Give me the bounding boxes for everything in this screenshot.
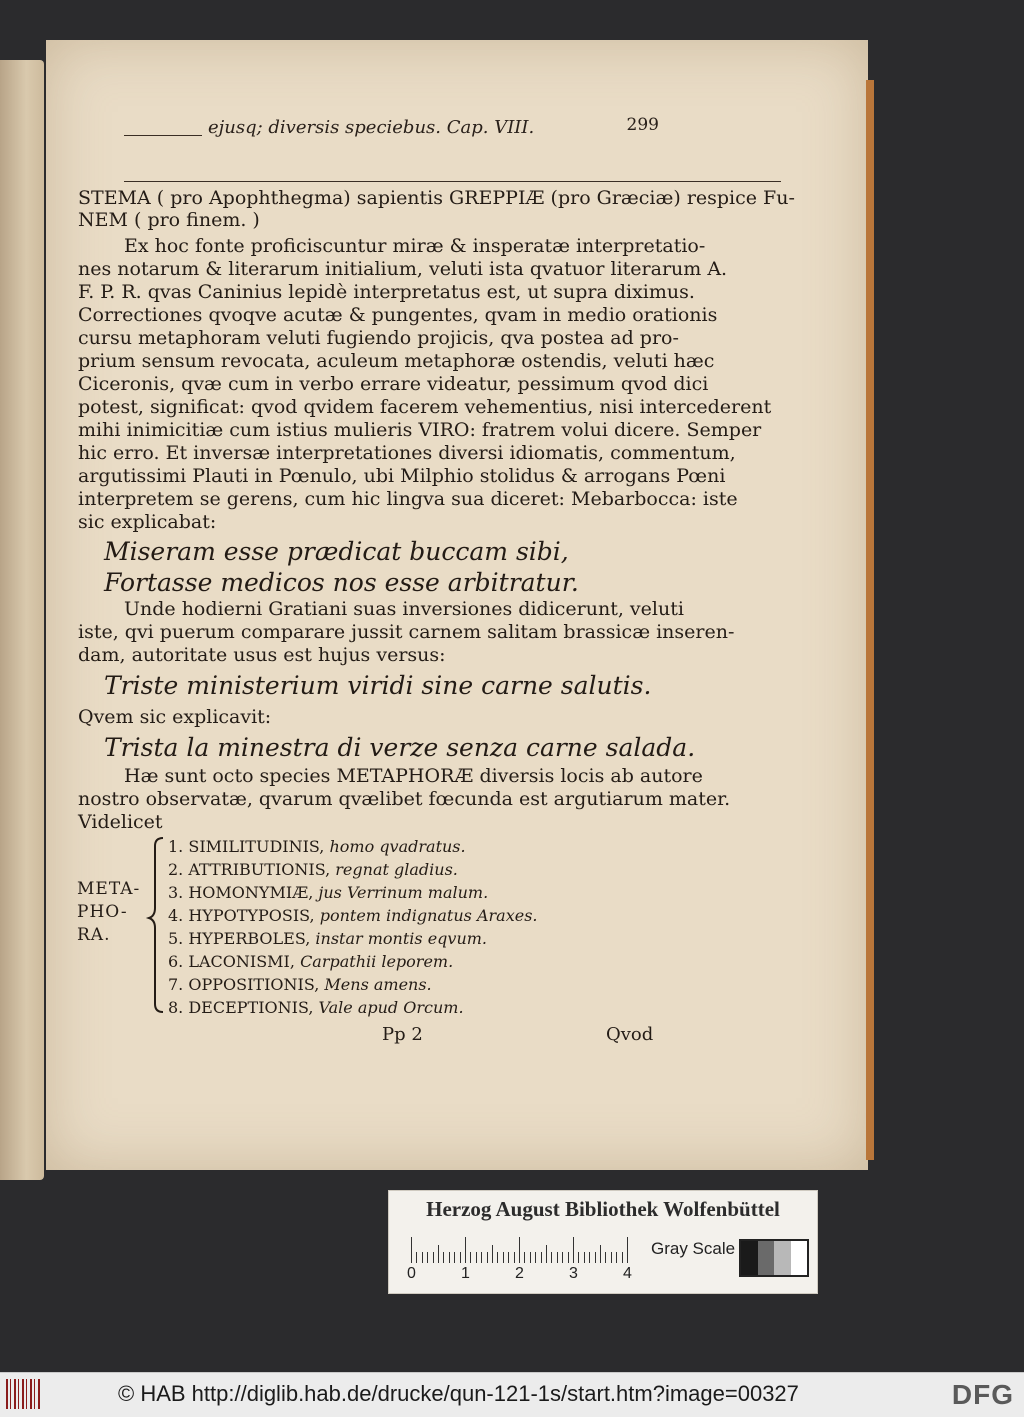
species-example: regnat gladius. [335, 860, 458, 879]
text-line: Hæ sunt octo species METAPHORÆ diversis locis ab autore [124, 765, 703, 787]
verse-line: Miseram esse prædicat buccam sibi, [104, 537, 569, 566]
species-name: 3. HOMONYMIÆ, [168, 883, 314, 902]
signature-mark: Pp 2 [382, 1024, 423, 1045]
running-head-title: ejusq; diversis speciebus. Cap. VIII. [208, 117, 535, 138]
logo-bar [34, 1379, 35, 1409]
dfg-logo: DFG [951, 1379, 1014, 1410]
text-line: Ciceronis, qvæ cum in verbo errare videatur, pessimum qvod dici [78, 373, 709, 395]
species-item [168, 952, 453, 971]
ruler-tick [416, 1252, 417, 1263]
ruler-tick [535, 1252, 536, 1263]
ruler-tick [530, 1252, 531, 1263]
text-line: Ex hoc fonte proficiscuntur miræ & insperatæ interpretatio- [124, 235, 706, 257]
previous-page-edge [0, 60, 44, 1180]
text-line: STEMA ( pro Apophthegma) sapientis GREPPIÆ (pro Græciæ) respice Fu- [78, 187, 795, 209]
species-name: 5. HYPERBOLES, [168, 929, 311, 948]
library-scale-label [388, 1190, 818, 1294]
ruler-tick [422, 1252, 423, 1263]
ruler-number: 4 [623, 1265, 632, 1282]
page-number: 299 [626, 115, 659, 135]
brace-icon [145, 836, 167, 1016]
text-line: cursu metaphoram veluti fugiendo projicis, qva postea ad pro- [78, 327, 679, 349]
species-name: 4. HYPOTYPOSIS, [168, 906, 315, 925]
viewer-footer [0, 1372, 1024, 1417]
ruler-number: 2 [515, 1265, 524, 1282]
species-item [168, 998, 464, 1017]
species-example: jus Verrinum malum. [318, 883, 489, 902]
species-name: 7. OPPOSITIONIS, [168, 975, 320, 994]
gray-swatch [741, 1241, 758, 1275]
species-example: pontem indignatus Araxes. [319, 906, 538, 925]
metaphora-label: RA. [77, 925, 111, 945]
ruler-tick [503, 1252, 504, 1263]
logo-bar [14, 1379, 16, 1409]
metaphora-label: META- [77, 879, 141, 899]
ruler-tick [438, 1245, 439, 1263]
ruler-tick [611, 1252, 612, 1263]
species-example: Vale apud Orcum. [318, 998, 464, 1017]
text-line: Qvem sic explicavit: [78, 706, 272, 728]
logo-bar [10, 1379, 11, 1409]
logo-bar [6, 1379, 8, 1409]
text-line: Unde hodierni Gratiani suas inversiones didicerunt, veluti [124, 598, 684, 620]
text-line: dam, autoritate usus est hujus versus: [78, 644, 446, 666]
gray-swatch [791, 1241, 808, 1275]
text-line: prium sensum revocata, aculeum metaphoræ ostendis, veluti hæc [78, 350, 715, 372]
text-line: mihi inimicitiæ cum istius mulieris VIRO: fratrem volui dicere. Semper [78, 419, 762, 441]
text-line: NEM ( pro finem. ) [78, 209, 260, 231]
ruler-scale [411, 1237, 639, 1263]
logo-bar [26, 1379, 27, 1409]
ruler-tick [578, 1252, 579, 1263]
catchword: Qvod [606, 1024, 654, 1045]
ruler-tick [562, 1252, 563, 1263]
text-line: nes notarum & literarum initialium, veluti ista qvatuor literarum A. [78, 258, 728, 280]
ruler-tick [427, 1252, 428, 1263]
verse-line: Triste ministerium viridi sine carne salutis. [104, 671, 652, 700]
ruler-tick [584, 1252, 585, 1263]
ruler-tick [508, 1252, 509, 1263]
gray-scale-swatch [739, 1239, 809, 1277]
species-example: homo qvadratus. [329, 837, 466, 856]
running-head-rule [124, 181, 781, 182]
ruler-tick [465, 1237, 466, 1263]
text-line: Correctiones qvoqve acutæ & pungentes, qvam in medio orationis [78, 304, 718, 326]
text-line: sic explicabat: [78, 511, 217, 533]
ruler-tick [449, 1252, 450, 1263]
ruler-tick [551, 1252, 552, 1263]
gray-swatch [774, 1241, 791, 1275]
verse-line: Fortasse medicos nos esse arbitratur. [104, 568, 579, 597]
metaphora-label: PHO- [77, 902, 128, 922]
hab-logo-icon [6, 1379, 44, 1409]
ruler-tick [627, 1237, 628, 1263]
ruler-tick [605, 1252, 606, 1263]
species-name: 8. DECEPTIONIS, [168, 998, 314, 1017]
ruler-tick [497, 1252, 498, 1263]
library-name: Herzog August Bibliothek Wolfenbüttel [426, 1197, 780, 1221]
logo-bar [18, 1379, 19, 1409]
ruler-tick [514, 1252, 515, 1263]
page-fore-edge [866, 80, 874, 1160]
ruler-tick [460, 1252, 461, 1263]
species-item [168, 906, 537, 925]
ruler-tick [541, 1252, 542, 1263]
gray-scale-label: Gray Scale [651, 1239, 736, 1258]
species-item [168, 929, 487, 948]
ruler-tick [481, 1252, 482, 1263]
ruler-tick [443, 1252, 444, 1263]
species-name: 6. LACONISMI, [168, 952, 295, 971]
logo-bar [30, 1379, 32, 1409]
ruler-tick [433, 1252, 434, 1263]
text-line: argutissimi Plauti in Pœnulo, ubi Milphio stolidus & arrogans Pœni [78, 465, 726, 487]
text-line: Videlicet [78, 811, 163, 833]
ruler-tick [595, 1252, 596, 1263]
species-name: 2. ATTRIBUTIONIS, [168, 860, 331, 879]
text-line: nostro observatæ, qvarum qvælibet fœcunda est argutiarum mater. [78, 788, 731, 810]
verse-line: Trista la minestra di verze senza carne salada. [104, 733, 696, 762]
species-item [168, 975, 432, 994]
running-head-rule-left [124, 135, 202, 136]
text-line: iste, qvi puerum comparare jussit carnem salitam brassicæ inseren- [78, 621, 735, 643]
running-head [124, 117, 659, 147]
gray-swatch [758, 1241, 775, 1275]
logo-bar [38, 1379, 40, 1409]
ruler-tick [476, 1252, 477, 1263]
ruler-tick [470, 1252, 471, 1263]
text-line: interpretem se gerens, cum hic lingva sua diceret: Mebarbocca: iste [78, 488, 738, 510]
species-example: Mens amens. [324, 975, 432, 994]
ruler-tick [622, 1252, 623, 1263]
species-item [168, 860, 458, 879]
ruler-tick [589, 1252, 590, 1263]
ruler-tick [524, 1252, 525, 1263]
ruler-tick [600, 1245, 601, 1263]
ruler-tick [546, 1245, 547, 1263]
species-name: 1. SIMILITUDINIS, [168, 837, 325, 856]
text-line: F. P. R. qvas Caninius lepidè interpretatus est, ut supra diximus. [78, 281, 695, 303]
ruler-tick [568, 1252, 569, 1263]
copyright-link[interactable]: © HAB http://diglib.hab.de/drucke/qun-121-1s/start.htm?image=00327 [118, 1381, 799, 1406]
ruler-tick [454, 1252, 455, 1263]
ruler-tick [573, 1237, 574, 1263]
species-item [168, 837, 466, 856]
ruler-tick [616, 1252, 617, 1263]
ruler-tick [487, 1252, 488, 1263]
ruler-number: 1 [461, 1265, 470, 1282]
species-example: instar montis eqvum. [315, 929, 488, 948]
text-line: hic erro. Et inversæ interpretationes diversi idiomatis, commentum, [78, 442, 736, 464]
ruler-tick [557, 1252, 558, 1263]
species-item [168, 883, 488, 902]
logo-bar [22, 1379, 24, 1409]
text-line: potest, significat: qvod qvidem facerem vehementius, nisi intercederent [78, 396, 772, 418]
ruler-number: 3 [569, 1265, 578, 1282]
ruler-number: 0 [407, 1265, 416, 1282]
species-example: Carpathii leporem. [300, 952, 454, 971]
ruler-tick [492, 1245, 493, 1263]
ruler-tick [411, 1237, 412, 1263]
ruler-tick [519, 1237, 520, 1263]
